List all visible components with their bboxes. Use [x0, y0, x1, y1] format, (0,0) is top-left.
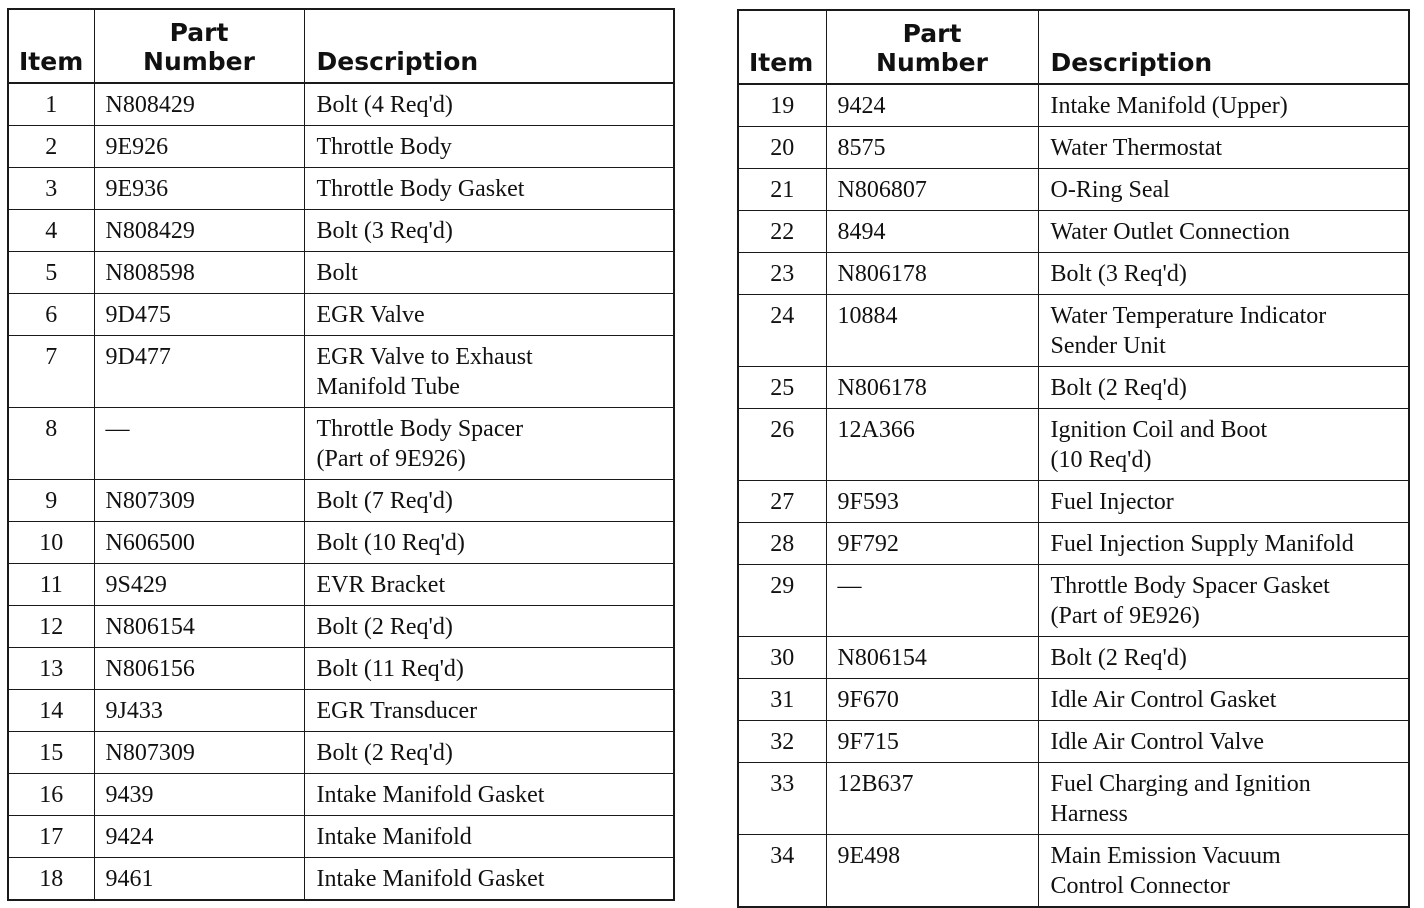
part-description [1038, 523, 1409, 565]
table-row [8, 816, 674, 858]
item-number: 8 [8, 408, 94, 480]
item-number: 6 [8, 294, 94, 336]
item-number: 29 [738, 565, 826, 637]
item-number: 19 [738, 84, 826, 127]
table-header-row [738, 10, 1409, 84]
item-number: 30 [738, 637, 826, 679]
description-line: Water Thermostat [1050, 135, 1223, 161]
part-description [1038, 565, 1409, 637]
header-description: Description [1038, 10, 1409, 84]
part-description [304, 816, 674, 858]
description-line: Bolt (2 Req'd) [316, 614, 453, 640]
header-part-number: Part Number [826, 10, 1038, 84]
table-row [738, 169, 1409, 211]
description-line: Bolt (7 Req'd) [316, 488, 453, 514]
part-description [304, 252, 674, 294]
part-description [304, 336, 674, 408]
table-row [8, 294, 674, 336]
description-line: Main Emission Vacuum [1050, 843, 1281, 869]
table-row [8, 732, 674, 774]
table-row [738, 253, 1409, 295]
table-row [8, 126, 674, 168]
item-number: 32 [738, 721, 826, 763]
description-line: Fuel Charging and Ignition [1050, 771, 1311, 797]
part-description [1038, 84, 1409, 127]
parts-table-right-body [738, 84, 1409, 907]
part-description [304, 858, 674, 901]
part-number: 9S429 [94, 564, 304, 606]
description-line: (Part of 9E926) [316, 446, 466, 472]
part-number: N806156 [94, 648, 304, 690]
part-number: N807309 [94, 480, 304, 522]
item-number: 14 [8, 690, 94, 732]
part-number: 9F715 [826, 721, 1038, 763]
part-description [304, 294, 674, 336]
header-item: Item [738, 10, 826, 84]
description-line: Bolt (2 Req'd) [1050, 375, 1187, 401]
description-line: Throttle Body Spacer Gasket [1050, 573, 1330, 599]
part-number: N806154 [826, 637, 1038, 679]
table-row [8, 774, 674, 816]
table-row [8, 480, 674, 522]
part-number: N806154 [94, 606, 304, 648]
description-line: Harness [1050, 801, 1128, 827]
description-line: EVR Bracket [316, 572, 446, 598]
description-line: Bolt (2 Req'd) [1050, 645, 1187, 671]
part-description [1038, 763, 1409, 835]
item-number: 18 [8, 858, 94, 901]
part-number: N808429 [94, 83, 304, 126]
description-line: Control Connector [1050, 873, 1230, 899]
item-number: 31 [738, 679, 826, 721]
description-line: Ignition Coil and Boot [1050, 417, 1268, 443]
table-row [738, 84, 1409, 127]
description-line: Intake Manifold [316, 824, 472, 850]
item-number: 33 [738, 763, 826, 835]
part-number: N808429 [94, 210, 304, 252]
part-number: N807309 [94, 732, 304, 774]
part-number: 12B637 [826, 763, 1038, 835]
part-number: N606500 [94, 522, 304, 564]
item-number: 1 [8, 83, 94, 126]
part-number: 9E498 [826, 835, 1038, 908]
description-line: Bolt [316, 260, 358, 286]
table-row [8, 210, 674, 252]
item-number: 12 [8, 606, 94, 648]
description-line: Bolt (4 Req'd) [316, 92, 453, 118]
part-number: 9D477 [94, 336, 304, 408]
table-row [738, 127, 1409, 169]
table-row [738, 679, 1409, 721]
part-number: 9F792 [826, 523, 1038, 565]
item-number: 23 [738, 253, 826, 295]
part-number: 8575 [826, 127, 1038, 169]
description-line: Bolt (11 Req'd) [316, 656, 464, 682]
item-number: 21 [738, 169, 826, 211]
part-description [304, 564, 674, 606]
part-number: 9J433 [94, 690, 304, 732]
table-row [738, 211, 1409, 253]
part-number: 9E936 [94, 168, 304, 210]
table-row [8, 336, 674, 408]
item-number: 3 [8, 168, 94, 210]
part-number: 9424 [94, 816, 304, 858]
description-line: Intake Manifold (Upper) [1050, 93, 1288, 119]
item-number: 22 [738, 211, 826, 253]
header-description: Description [304, 9, 674, 83]
part-description [304, 168, 674, 210]
table-row [8, 564, 674, 606]
table-row [8, 252, 674, 294]
part-number: 10884 [826, 295, 1038, 367]
item-number: 24 [738, 295, 826, 367]
table-row [8, 606, 674, 648]
description-line: (Part of 9E926) [1050, 603, 1200, 629]
item-number: 27 [738, 481, 826, 523]
table-row [738, 565, 1409, 637]
item-number: 7 [8, 336, 94, 408]
description-line: Idle Air Control Gasket [1050, 687, 1277, 713]
item-number: 15 [8, 732, 94, 774]
description-line: Throttle Body Spacer [316, 416, 524, 442]
part-number: 8494 [826, 211, 1038, 253]
description-line: Fuel Injection Supply Manifold [1050, 531, 1354, 557]
part-description [304, 690, 674, 732]
description-line: Water Outlet Connection [1050, 219, 1290, 245]
part-number: 9E926 [94, 126, 304, 168]
part-description [1038, 253, 1409, 295]
table-row [738, 523, 1409, 565]
description-line: Throttle Body [316, 134, 452, 160]
part-description [304, 408, 674, 480]
item-number: 5 [8, 252, 94, 294]
description-line: Bolt (3 Req'd) [316, 218, 453, 244]
table-row [738, 481, 1409, 523]
table-row [738, 835, 1409, 908]
item-number: 34 [738, 835, 826, 908]
part-number: — [94, 408, 304, 480]
parts-table-right [737, 9, 1410, 908]
part-description [1038, 169, 1409, 211]
table-row [738, 409, 1409, 481]
description-line: Bolt (10 Req'd) [316, 530, 465, 556]
table-row [8, 408, 674, 480]
part-number: 9424 [826, 84, 1038, 127]
part-description [1038, 481, 1409, 523]
part-description [304, 774, 674, 816]
part-description [304, 522, 674, 564]
part-description [1038, 295, 1409, 367]
part-description [1038, 637, 1409, 679]
part-description [1038, 409, 1409, 481]
description-line: O-Ring Seal [1050, 177, 1170, 203]
part-description [1038, 211, 1409, 253]
description-line: (10 Req'd) [1050, 447, 1152, 473]
item-number: 9 [8, 480, 94, 522]
table-row [738, 763, 1409, 835]
table-row [8, 858, 674, 901]
part-number: 12A366 [826, 409, 1038, 481]
table-row [738, 367, 1409, 409]
table-row [8, 648, 674, 690]
part-description [304, 83, 674, 126]
part-number: N806178 [826, 367, 1038, 409]
part-description [304, 480, 674, 522]
description-line: Idle Air Control Valve [1050, 729, 1265, 755]
description-line: Manifold Tube [316, 374, 460, 400]
description-line: Fuel Injector [1050, 489, 1174, 515]
item-number: 10 [8, 522, 94, 564]
part-number: N808598 [94, 252, 304, 294]
part-description [1038, 721, 1409, 763]
part-number: N806807 [826, 169, 1038, 211]
item-number: 11 [8, 564, 94, 606]
description-line: Sender Unit [1050, 333, 1166, 359]
parts-table-left [7, 8, 675, 901]
header-part-number: Part Number [94, 9, 304, 83]
part-description [1038, 367, 1409, 409]
item-number: 20 [738, 127, 826, 169]
table-row [738, 637, 1409, 679]
description-line: Throttle Body Gasket [316, 176, 525, 202]
table-row [8, 690, 674, 732]
item-number: 26 [738, 409, 826, 481]
item-number: 28 [738, 523, 826, 565]
item-number: 2 [8, 126, 94, 168]
description-line: Water Temperature Indicator [1050, 303, 1327, 329]
item-number: 17 [8, 816, 94, 858]
part-number: 9439 [94, 774, 304, 816]
part-description [1038, 835, 1409, 908]
part-number: 9F593 [826, 481, 1038, 523]
item-number: 25 [738, 367, 826, 409]
description-line: EGR Valve to Exhaust [316, 344, 533, 370]
part-number: N806178 [826, 253, 1038, 295]
part-number: 9F670 [826, 679, 1038, 721]
parts-table-left-body [8, 83, 674, 900]
header-item: Item [8, 9, 94, 83]
table-header-row [8, 9, 674, 83]
table-row [738, 295, 1409, 367]
part-number: — [826, 565, 1038, 637]
description-line: Bolt (3 Req'd) [1050, 261, 1187, 287]
part-description [304, 210, 674, 252]
part-description [304, 126, 674, 168]
description-line: EGR Valve [316, 302, 425, 328]
description-line: EGR Transducer [316, 698, 478, 724]
part-description [1038, 679, 1409, 721]
table-row [8, 522, 674, 564]
table-row [8, 83, 674, 126]
part-description [304, 732, 674, 774]
item-number: 13 [8, 648, 94, 690]
table-row [8, 168, 674, 210]
part-description [1038, 127, 1409, 169]
item-number: 16 [8, 774, 94, 816]
item-number: 4 [8, 210, 94, 252]
part-description [304, 606, 674, 648]
description-line: Intake Manifold Gasket [316, 782, 545, 808]
part-description [304, 648, 674, 690]
table-row [738, 721, 1409, 763]
part-number: 9461 [94, 858, 304, 901]
description-line: Bolt (2 Req'd) [316, 740, 453, 766]
part-number: 9D475 [94, 294, 304, 336]
description-line: Intake Manifold Gasket [316, 866, 545, 892]
